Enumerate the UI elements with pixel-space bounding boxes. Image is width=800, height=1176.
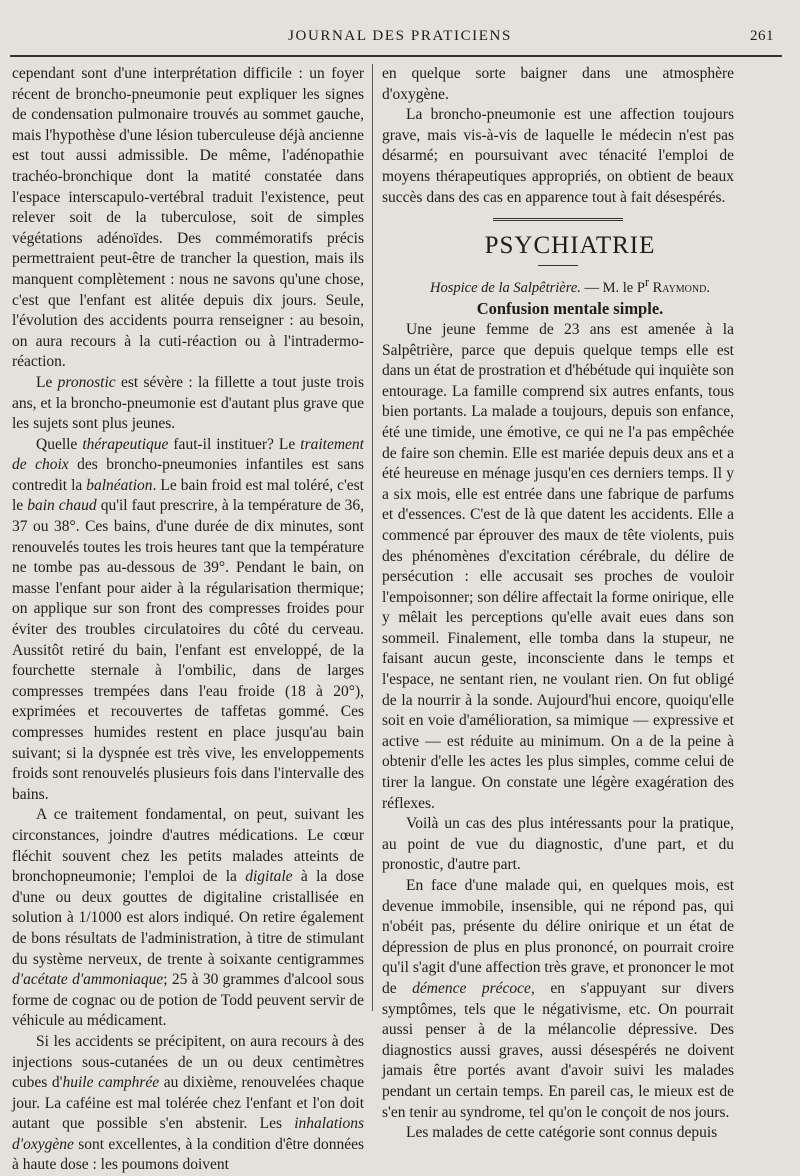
page-number: 261 [750, 28, 774, 44]
emphasis: digitale [245, 868, 293, 886]
emphasis: huile camphrée [62, 1074, 160, 1092]
paragraph: Une jeune femme de 23 ans est amenée à la Salpêtrière, parce que depuis quelque temps elle est dans un état de prostration et d'hébétude qui inquiète son entourage. La famille comprend six autres enfants, tous bien portants. La malade a toujours, depuis son enfance, été une timide, une émotive, ce qui ne l'a pas empêchée de faire son chemin. Elle est mariée depuis deux ans et a été heureuse en ménage jusqu'en ces derniers temps. Il y a six mois, elle est entrée dans une fabrique de parfums et d'essences. C'est de là que datent les accidents. Elle a commencé par éprouver des maux de tête violents, puis des phénomènes d'excitation cérébrale, du délire de persécution : elle accusait ses proches de vouloir l'empoisonner; son délire affectait la forme onirique, elle y mêlait les perceptions qu'elle avait eues dans son sommeil. Finalement, elle tomba dans la stupeur, ne faisant aucun geste, inconsciente dans le temps et l'espace, ne sentant rien, ne voulant rien. On fut obligé de la nourrir à la sonde. Aujourd'hui encore, quoiqu'elle soit en voie d'amélioration, sa mimique — expressive et active — est réduite au minimum. On a de la peine à obtenir d'elle les actes les plus simples, comme celui de tirer la langue. On constate une légère exagération des réflexes. [382, 320, 734, 812]
emphasis: traitement de choix [12, 435, 364, 474]
column-divider [372, 64, 373, 1011]
emphasis: pronostic [57, 373, 116, 391]
professor-name: Raymond. [648, 279, 710, 296]
paragraph: La broncho-pneumonie est une affection toujours grave, mais vis-à-vis de laquelle le médecin n'est pas désarmé; en poursuivant avec ténacité l'emploi de moyens thérapeutiques appropriés, on obtient de beaux succès dans des cas en apparence tout à fait désespérés. [382, 106, 734, 206]
section-rule [493, 218, 623, 221]
section-title: PSYCHIATRIE [484, 232, 656, 260]
paragraph: A ce traitement fondamental, on peut, suivant les circonstances, joindre d'autres médications. Le cœur fléchit souvent chez les petits malades atteints de bronchopneumonie; l'emploi de la digitale à la dose d'une ou deux gouttes de digitaline cristallisée en solution à 1/1000 est alors indiqué. On retire également de bons résultats de l'administration, à titre de stimulant du système nerveux, de trente à soixante centigrammes d'acétate d'ammoniaque; 25 à 30 grammes d'alcool sous forme de cognac ou de potion de Todd peuvent servir de véhicule au médicament. [12, 806, 364, 1030]
paragraph: cependant sont d'une interprétation difficile : un foyer récent de broncho-pneumonie peut expliquer les signes de condensation pulmonaire trouvés au sommet gauche, mais l'hypothèse d'une lésion tuberculeuse déjà ancienne est tout aussi admissible. De même, l'adénopathie trachéo-bronchique dont la matité constatée dans l'espace interscapulo-vertébral traduit l'existence, peut relever soit de la tuberculose, soit de simples végétations adénoïdes. Des commémoratifs précis permettraient peut-être de trancher la question, mais ils manquent complètement : nous ne savons qu'une chose, c'est que l'enfant est alitée depuis dix jours. Seule, l'évolution des accidents pourra renseigner : au besoin, on aura recours à la cuti-réaction ou à l'intradermo-réaction. [12, 65, 364, 371]
paragraph: Le pronostic est sévère : la fillette a tout juste trois ans, et la broncho-pneumonie est d'autant plus grave que les sujets sont plus jeunes. [12, 373, 364, 433]
right-column [382, 64, 735, 1142]
lecture-title: Confusion mentale simple. [476, 298, 664, 318]
hospice-line: Hospice de la Salpêtrière. — M. le $P^r$ Raymond. [430, 275, 710, 296]
paragraph: En face d'une malade qui, en quelques mois, est devenue immobile, insensible, qui ne répond pas, qui n'obéit pas, présente du délire onirique et un état de dépression de plus en plus prononcé, on pourrait croire qu'il s'agit d'une affection très grave, et prononcer le mot de démence précoce, en s'appuyant sur divers symptômes, tels que le négativisme, etc. On pourrait aussi penser à de la mélancolie dépressive. Des diagnostics aussi graves, aussi désespérés ne doivent jamais être portés avant d'avoir suivi les malades pendant un certain temps. En pareil cas, le mieux est de s'en tenir au syndrome, tel qu'on le conçoit de nos jours. [382, 877, 735, 1121]
emphasis: d'acétate d'ammoniaque [12, 971, 164, 989]
paragraph: Si les accidents se précipitent, on aura recours à des injections sous-cutanées de un ou deux centimètres cubes d'huile camphrée au dixième, renouvelées chaque jour. La caféine est mal tolérée chez l'enfant et l'on doit autant que possible s'en abstenir. Les inhalations d'oxygène sont excellentes, à la condition d'être données à haute dose : les poumons doivent [12, 1032, 364, 1174]
header-rule [10, 55, 782, 57]
running-title: JOURNAL DES PRATICIENS [288, 28, 512, 44]
emphasis: bain chaud [27, 497, 97, 515]
emphasis: thérapeutique [82, 435, 169, 453]
paragraph: Voilà un cas des plus intéressants pour la pratique, au point de vue du diagnostic, d'une part, et du pronostic, d'autre part. [382, 815, 734, 874]
emphasis: inhalations d'oxygène [12, 1115, 364, 1153]
hospice-place: Hospice de la Salpêtrière. [430, 279, 581, 296]
left-column [12, 64, 365, 1174]
paragraph: Quelle thérapeutique faut-il instituer? Le traitement de choix des broncho-pneumonies infantiles est sans contredit la balnéation. Le bain froid est mal toléré, c'est le bain chaud qu'il faut prescrire, à la température de 36, 37 ou 38°. Ces bains, d'une durée de dix minutes, sont renouvelés toutes les trois heures tant que la température ne tombe pas au-dessous de 39°. Pendant le bain, on masse l'enfant pour aider à la régularisation thermique; on applique sur son front des compresses froides pour éviter des troubles circulatoires du côté du cerveau. Aussitôt retiré du bain, l'enfant est enveloppé, de la fourchette sternale à l'ombilic, dans de larges compresses trempées dans l'eau froide (18 à 20°), exprimées et recouvertes de taffetas gommé. Ces compresses humides restent en place jusqu'au bain suivant; si la dyspnée est très vive, les enveloppements froids sont renouvelés plusieurs fois dans l'intervalle des bains. [12, 435, 365, 803]
emphasis: démence précoce [412, 979, 531, 997]
paragraph: Les malades de cette catégorie sont connus depuis [406, 1124, 718, 1142]
paragraph: en quelque sorte baigner dans une atmosphère d'oxygène. [382, 65, 734, 103]
page-header [0, 28, 800, 50]
emphasis: balnéation [86, 476, 153, 494]
section-rule-short [538, 265, 578, 266]
